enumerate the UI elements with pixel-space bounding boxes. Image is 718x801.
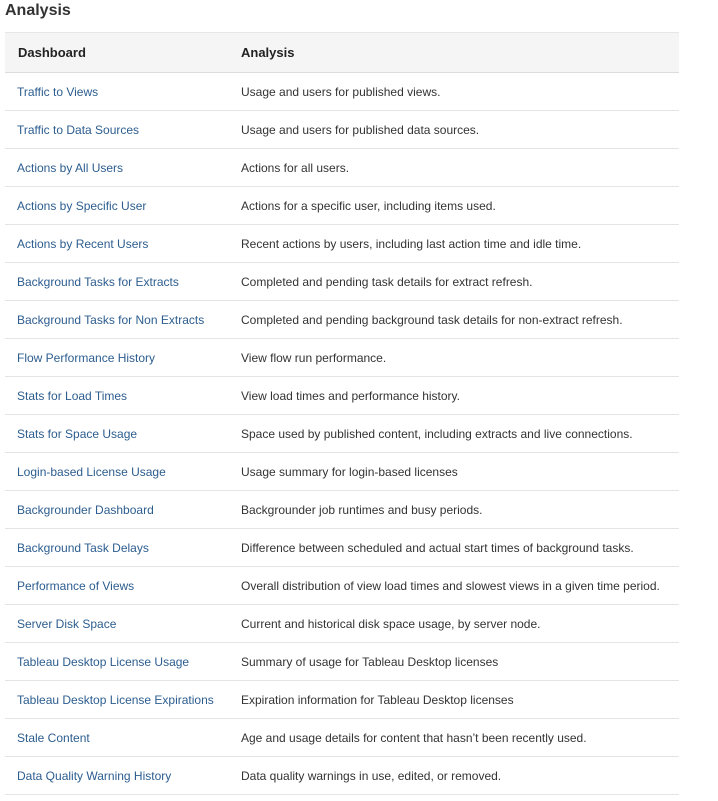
dashboard-link[interactable]: Background Task Delays bbox=[17, 540, 149, 555]
dashboard-link[interactable]: Actions by Recent Users bbox=[17, 236, 149, 251]
dashboard-link[interactable]: Login-based License Usage bbox=[17, 464, 166, 479]
analysis-description-cell: Usage and users for published views. bbox=[228, 73, 679, 111]
dashboard-link[interactable]: Stats for Space Usage bbox=[17, 426, 138, 441]
table-row bbox=[5, 73, 679, 111]
analysis-description-cell: Completed and pending background task details for non-extract refresh. bbox=[228, 301, 679, 339]
dashboard-cell bbox=[5, 719, 228, 757]
section-heading: Analysis bbox=[5, 2, 71, 19]
dashboard-link[interactable]: Data Quality Warning History bbox=[17, 768, 172, 783]
dashboard-cell bbox=[5, 415, 228, 453]
table-row bbox=[5, 453, 679, 491]
table-row bbox=[5, 187, 679, 225]
table-row bbox=[5, 377, 679, 415]
table-header-row bbox=[5, 33, 679, 73]
dashboard-analysis-table bbox=[5, 32, 679, 795]
column-header-analysis: Analysis bbox=[228, 33, 679, 73]
table-header bbox=[5, 33, 679, 73]
analysis-description-cell: Difference between scheduled and actual start times of background tasks. bbox=[228, 529, 679, 567]
dashboard-cell bbox=[5, 453, 228, 491]
dashboard-cell bbox=[5, 73, 228, 111]
dashboard-analysis-table-wrapper bbox=[5, 32, 679, 795]
dashboard-cell bbox=[5, 187, 228, 225]
analysis-description-cell: Overall distribution of view load times and slowest views in a given time period. bbox=[228, 567, 679, 605]
analysis-description-cell: Data quality warnings in use, edited, or removed. bbox=[228, 757, 679, 795]
analysis-description-cell: Actions for a specific user, including items used. bbox=[228, 187, 679, 225]
dashboard-cell bbox=[5, 491, 228, 529]
dashboard-link[interactable]: Stale Content bbox=[17, 730, 90, 745]
analysis-description-cell: Current and historical disk space usage, by server node. bbox=[228, 605, 679, 643]
analysis-description-cell: View flow run performance. bbox=[228, 339, 679, 377]
dashboard-cell bbox=[5, 301, 228, 339]
dashboard-link[interactable]: Background Tasks for Extracts bbox=[17, 274, 179, 289]
dashboard-cell bbox=[5, 567, 228, 605]
dashboard-link[interactable]: Actions by All Users bbox=[17, 160, 124, 175]
dashboard-cell bbox=[5, 643, 228, 681]
table-row bbox=[5, 681, 679, 719]
analysis-description-cell: Usage summary for login-based licenses bbox=[228, 453, 679, 491]
dashboard-cell bbox=[5, 339, 228, 377]
dashboard-cell bbox=[5, 149, 228, 187]
table-row bbox=[5, 719, 679, 757]
dashboard-cell bbox=[5, 605, 228, 643]
table-row bbox=[5, 415, 679, 453]
table-row bbox=[5, 605, 679, 643]
table-body bbox=[5, 73, 679, 795]
table-row bbox=[5, 149, 679, 187]
table-row bbox=[5, 567, 679, 605]
dashboard-link[interactable]: Traffic to Views bbox=[17, 84, 99, 99]
table-row bbox=[5, 643, 679, 681]
analysis-description-cell: Age and usage details for content that hasn’t been recently used. bbox=[228, 719, 679, 757]
dashboard-link[interactable]: Background Tasks for Non Extracts bbox=[17, 312, 205, 327]
dashboard-link[interactable]: Tableau Desktop License Usage bbox=[17, 654, 190, 669]
dashboard-cell bbox=[5, 225, 228, 263]
table-row bbox=[5, 339, 679, 377]
dashboard-cell bbox=[5, 529, 228, 567]
table-row bbox=[5, 111, 679, 149]
dashboard-link[interactable]: Tableau Desktop License Expirations bbox=[17, 692, 214, 707]
dashboard-link[interactable]: Traffic to Data Sources bbox=[17, 122, 140, 137]
analysis-description-cell: Summary of usage for Tableau Desktop licenses bbox=[228, 643, 679, 681]
dashboard-cell bbox=[5, 377, 228, 415]
analysis-description-cell: Space used by published content, including extracts and live connections. bbox=[228, 415, 679, 453]
table-row bbox=[5, 529, 679, 567]
dashboard-cell bbox=[5, 111, 228, 149]
dashboard-link[interactable]: Backgrounder Dashboard bbox=[17, 502, 154, 517]
analysis-description-cell: Backgrounder job runtimes and busy periods. bbox=[228, 491, 679, 529]
analysis-description-cell: Usage and users for published data sources. bbox=[228, 111, 679, 149]
dashboard-link[interactable]: Actions by Specific User bbox=[17, 198, 147, 213]
dashboard-cell bbox=[5, 757, 228, 795]
analysis-description-cell: View load times and performance history. bbox=[228, 377, 679, 415]
table-row bbox=[5, 263, 679, 301]
dashboard-link[interactable]: Flow Performance History bbox=[17, 350, 156, 365]
table-row bbox=[5, 491, 679, 529]
table-row bbox=[5, 301, 679, 339]
table-row bbox=[5, 757, 679, 795]
dashboard-link[interactable]: Performance of Views bbox=[17, 578, 135, 593]
dashboard-cell bbox=[5, 681, 228, 719]
dashboard-link[interactable]: Stats for Load Times bbox=[17, 388, 128, 403]
table-row bbox=[5, 225, 679, 263]
analysis-description-cell: Actions for all users. bbox=[228, 149, 679, 187]
dashboard-link[interactable]: Server Disk Space bbox=[17, 616, 117, 631]
analysis-description-cell: Recent actions by users, including last action time and idle time. bbox=[228, 225, 679, 263]
analysis-description-cell: Expiration information for Tableau Desktop licenses bbox=[228, 681, 679, 719]
analysis-description-cell: Completed and pending task details for extract refresh. bbox=[228, 263, 679, 301]
dashboard-cell bbox=[5, 263, 228, 301]
column-header-dashboard: Dashboard bbox=[5, 33, 228, 73]
